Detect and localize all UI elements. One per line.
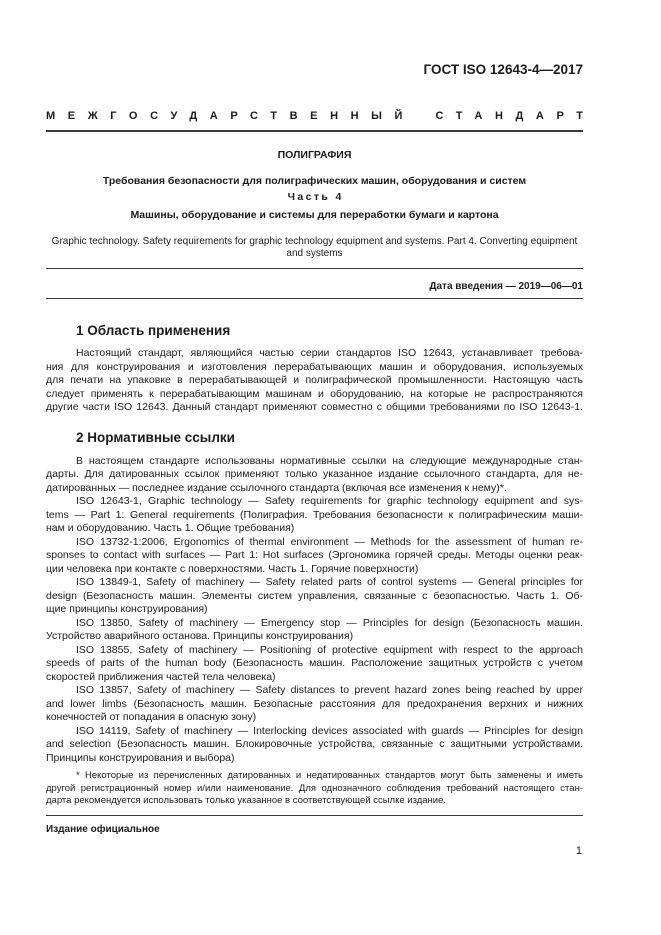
paragraph-line: дарты. Для датированных ссылок применяют только указанное издание ссылочного стандарта, для не- bbox=[46, 468, 583, 480]
reference-line: speeds of parts of the human body (Безопасность машин. Расположение защитных устройств с учетом bbox=[46, 657, 583, 669]
reference-line: конечностей от попадания в опасную зону) bbox=[46, 711, 257, 723]
document-designation: ГОСТ ISO 12643-4—2017 bbox=[423, 62, 583, 77]
section-1-paragraph bbox=[46, 347, 583, 415]
title-rule bbox=[46, 268, 583, 269]
english-title bbox=[46, 236, 583, 260]
reference-line: ISO 12643-1, Graphic technology — Safety requirements for graphic technology equipment and sys- bbox=[76, 495, 583, 507]
reference-line: and lower limbs (Безопасность машин. Безопасные расстояния для предохранения верхних и нижних bbox=[46, 697, 583, 710]
paragraph-line: другие части ISO 12643. Данный стандарт применяют совместно с общими требованиями по ISO 12643-1. bbox=[46, 401, 583, 414]
paragraph-line: В настоящем стандарте использованы нормативные ссылки на следующие международные стан- bbox=[76, 454, 583, 467]
reference-line: design (Безопасность машин. Элементы систем управления, связанные с безопасностью. Часть 1. Об- bbox=[46, 589, 583, 602]
section-heading: 1 Область применения bbox=[76, 323, 231, 338]
introduction-date: Дата введения — 2019—06—01 bbox=[429, 280, 583, 292]
reference-line: ции человека при контакте с поверхностями. Часть 1. Горячие поверхности) bbox=[46, 562, 419, 575]
footnote-line: дарта рекомендуется использовать только указанное в соответствующей ссылке издание. bbox=[46, 795, 447, 806]
page-number: 1 bbox=[575, 845, 582, 857]
section-2-body bbox=[46, 455, 583, 766]
document-title: Требования безопасности для полиграфических машин, оборудования и систем bbox=[102, 174, 527, 187]
reference-line: скоростей приближения частей тела человека) bbox=[46, 670, 276, 683]
subject-field: ПОЛИГРАФИЯ bbox=[277, 148, 352, 161]
english-title-line: and systems bbox=[286, 248, 343, 259]
reference-line: щие принципы конструирования) bbox=[46, 603, 208, 615]
reference-line: Принципы конструирования и выбора) bbox=[46, 751, 235, 764]
reference-line: ISO 13732-1:2006, Ergonomics of thermal environment — Methods for the assessment of human re- bbox=[76, 535, 583, 548]
reference-line: tems — Part 1: General requirements (Полиграфия. Требования безопасности к полиграфическим маши- bbox=[46, 508, 583, 521]
date-rule bbox=[46, 298, 583, 299]
banner-word: СТАНДАРТ bbox=[435, 110, 596, 122]
edition-label: Издание официальное bbox=[46, 824, 160, 835]
reference-line: ISO 13850, Safety of machinery — Emergency stop — Principles for design (Безопасность машин. bbox=[76, 616, 583, 629]
header-rule bbox=[46, 130, 583, 132]
reference-line: and selection (Безопасность машин. Блокировочные устройства, связанные с защитными устройствами. bbox=[46, 738, 583, 750]
paragraph-line: датированных — последнее издание ссылочного стандарта (включая все изменения к нему)*. bbox=[46, 481, 507, 494]
paragraph-line: для печати на упаковке в перерабатывающей и полиграфической промышленности. Настоящую часть bbox=[46, 374, 583, 387]
standard-banner bbox=[46, 109, 596, 123]
reference-line: ISO 14119, Safety of machinery — Interlocking devices associated with guards — Principles for design bbox=[76, 724, 583, 737]
footnote-line: * Некоторые из перечисленных датированных и недатированных стандартов могут быть заменены и иметь bbox=[76, 770, 583, 781]
footnote-line: другой регистрационный номер и/или наименование. Для однозначного соблюдения требований настоящего стан- bbox=[46, 782, 583, 794]
reference-line: sponses to contact with surfaces — Part 1: Hot surfaces (Эргономика горячей среды. Методы оценки реак- bbox=[46, 549, 583, 561]
reference-line: нам и оборудованию. Часть 1. Общие требования) bbox=[46, 522, 295, 534]
paragraph-line: ния для конструирования и изготовления перерабатывающих машин и оборудования, используемых bbox=[46, 360, 583, 373]
part-number: Часть 4 bbox=[287, 190, 344, 203]
banner-word: МЕЖГОСУДАРСТВЕННЫЙ bbox=[46, 110, 416, 122]
footer-rule bbox=[46, 815, 583, 816]
section-heading: 2 Нормативные ссылки bbox=[76, 430, 235, 445]
english-title-line: Graphic technology. Safety requirements for graphic technology equipment and systems. Part 4. Converting equipment bbox=[51, 236, 578, 247]
paragraph-line: следует применять к перерабатывающим машинам и оборудованию, на которые не распространяются bbox=[46, 387, 583, 400]
reference-line: ISO 13857, Safety of machinery — Safety distances to prevent hazard zones being reached by upper bbox=[76, 684, 583, 696]
reference-line: ISO 13855, Safety of machinery — Positioning of protective equipment with respect to the approach bbox=[76, 643, 583, 656]
footnote bbox=[46, 770, 583, 808]
reference-line: Устройство аварийного останова. Принципы конструирования) bbox=[46, 630, 354, 642]
part-title: Машины, оборудование и системы для переработки бумаги и картона bbox=[130, 208, 499, 221]
paragraph-line: Настоящий стандарт, являющийся частью серии стандартов ISO 12643, устанавливает требова- bbox=[76, 347, 583, 360]
reference-line: ISO 13849-1, Safety of machinery — Safety related parts of control systems — General principles for bbox=[76, 576, 583, 588]
